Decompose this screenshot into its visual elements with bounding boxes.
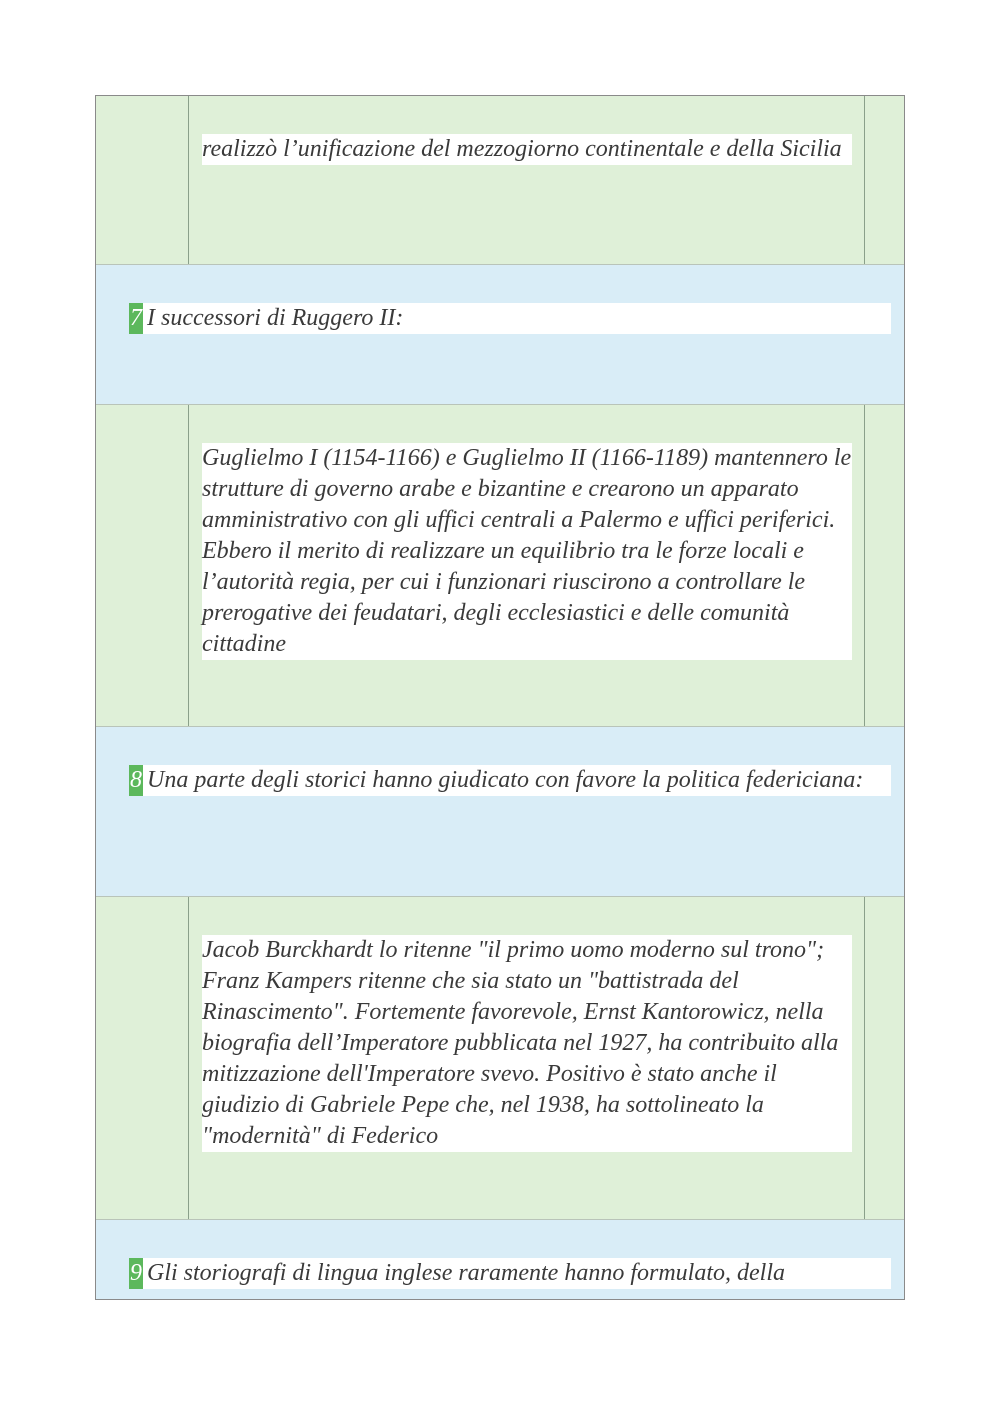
answer-text-container	[202, 443, 852, 660]
question-number-badge: 9	[129, 1258, 143, 1289]
column-divider	[188, 96, 189, 264]
question-text-container	[129, 303, 891, 334]
answer-text: Jacob Burckhardt lo ritenne "il primo uomo moderno sul trono"; Franz Kampers ritenne che sia stato un "battistrada del Rinascimento". Fortemente favorevole, Ernst Kantorowicz, nella biografia dell’Imperatore pubblicata nel 1927, ha contribuito alla mitizzazione dell'Imperatore svevo. Positivo è stato anche il giudizio di Gabriele Pepe che, nel 1938, ha sottolineato la "modernità" di Federico	[202, 935, 852, 1152]
flashcard-table	[95, 95, 905, 1300]
column-divider	[864, 897, 865, 1219]
question-text: I successori di Ruggero II:	[147, 305, 404, 331]
answer-text-container	[202, 134, 852, 165]
question-number-badge: 7	[129, 303, 143, 334]
answer-text-container	[202, 935, 852, 1152]
question-row	[96, 1219, 904, 1300]
answer-text: realizzò l’unificazione del mezzogiorno continentale e della Sicilia	[202, 134, 852, 165]
question-row	[96, 726, 904, 896]
column-divider	[864, 405, 865, 726]
question-text: Gli storiografi di lingua inglese raramente hanno formulato, della	[147, 1260, 785, 1286]
column-divider	[188, 897, 189, 1219]
question-row	[96, 264, 904, 404]
column-divider	[864, 96, 865, 264]
column-divider	[188, 405, 189, 726]
answer-row	[96, 96, 904, 264]
answer-row	[96, 896, 904, 1219]
answer-text: Guglielmo I (1154-1166) e Guglielmo II (1166-1189) mantennero le strutture di governo arabe e bizantine e crearono un apparato amministrativo con gli uffici centrali a Palermo e uffici periferici. Ebbero il merito di realizzare un equilibrio tra le forze locali e l’autorità regia, per cui i funzionari riuscirono a controllare le prerogative dei feudatari, degli ecclesiastici e delle comunità cittadine	[202, 443, 852, 660]
question-text-container	[129, 765, 891, 796]
question-text: Una parte degli storici hanno giudicato con favore la politica federiciana:	[147, 767, 864, 793]
question-text-container	[129, 1258, 891, 1289]
answer-row	[96, 404, 904, 726]
question-number-badge: 8	[129, 765, 143, 796]
